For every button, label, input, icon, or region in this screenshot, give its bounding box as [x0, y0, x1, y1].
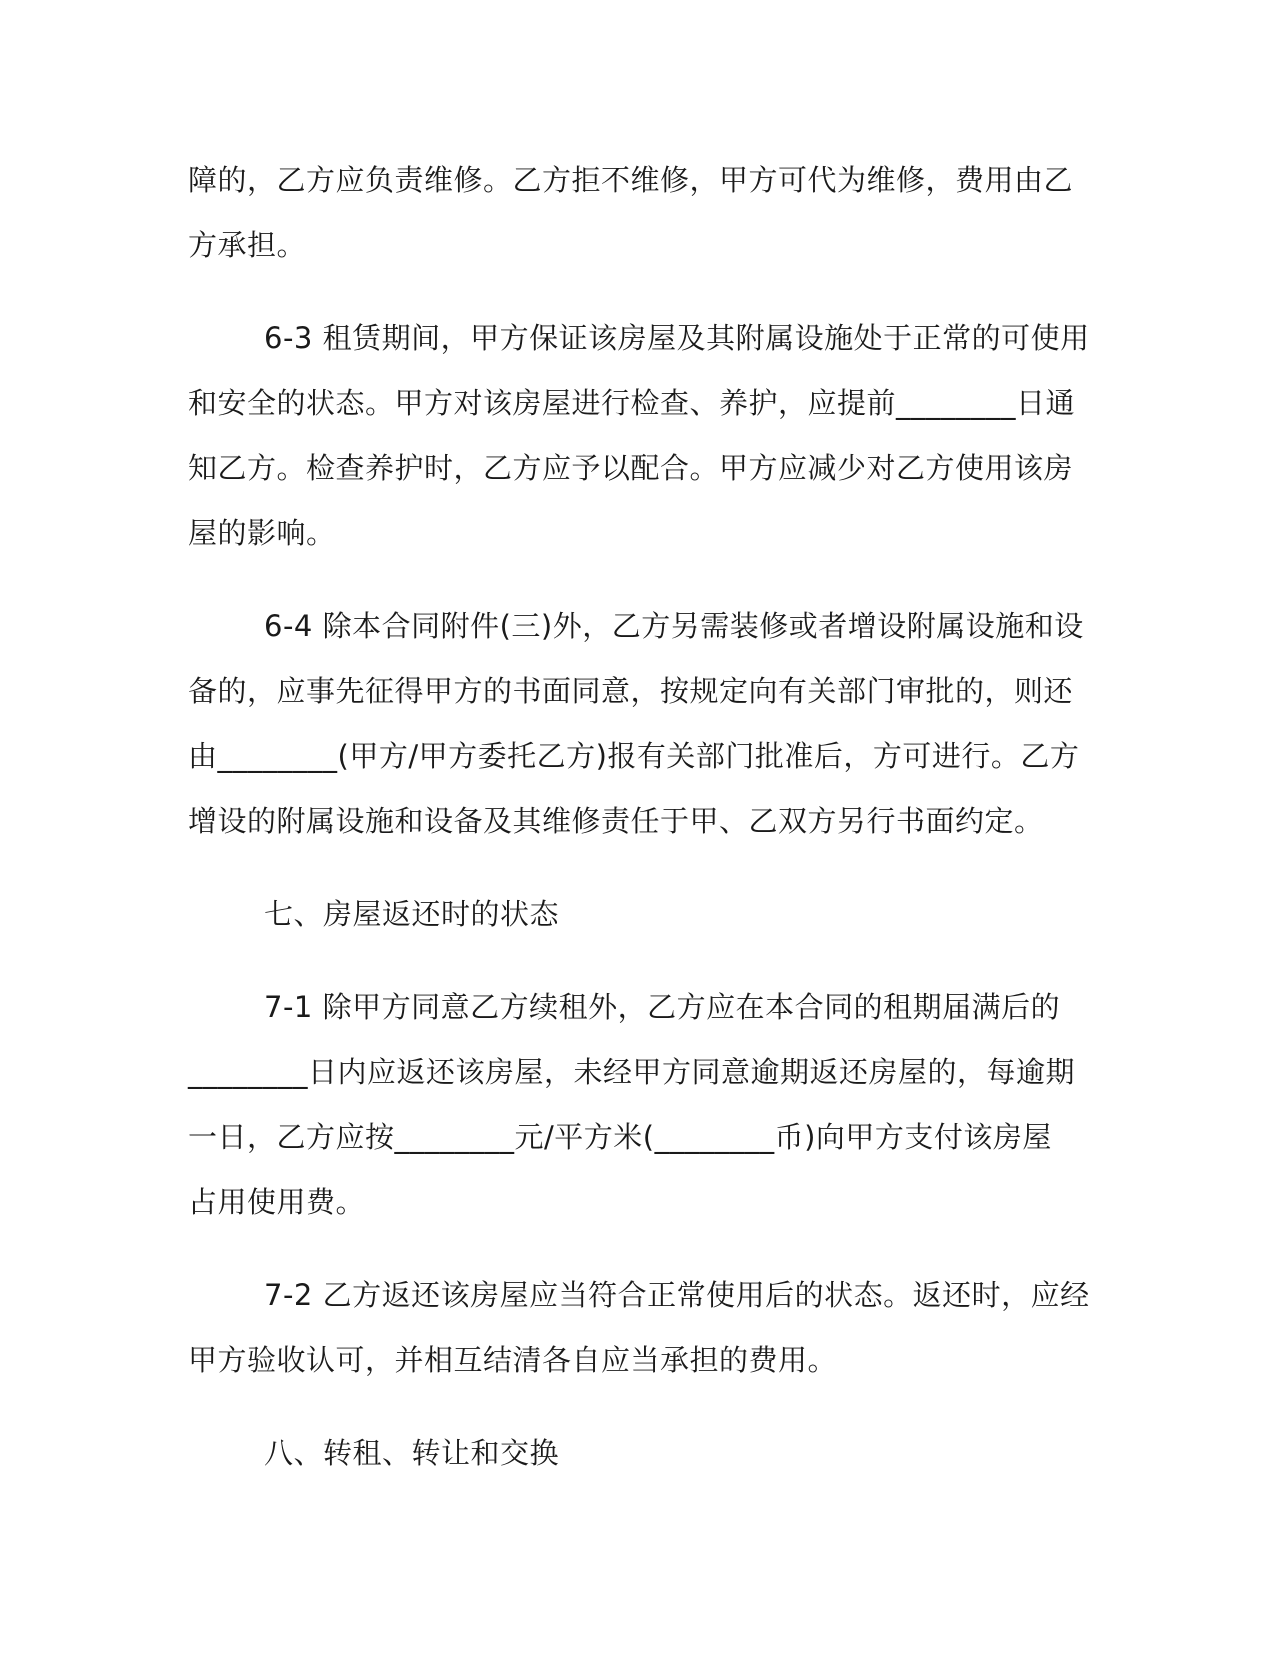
- text-line: ________日内应返还该房屋，未经甲方同意逾期返还房屋的，每逾期: [188, 1055, 1076, 1089]
- text-line: 7-2 乙方返还该房屋应当符合正常使用后的状态。返还时，应经: [264, 1278, 1090, 1312]
- paragraph-6-4: [188, 594, 1088, 854]
- paragraph-6-3: [188, 306, 1088, 566]
- text-line: 增设的附属设施和设备及其维修责任于甲、乙双方另行书面约定。: [188, 804, 1044, 838]
- text-line: 6-4 除本合同附件(三)外，乙方另需装修或者增设附属设施和设: [264, 609, 1084, 643]
- text-line: 占用使用费。: [188, 1185, 366, 1219]
- paragraph-6-2-continued: [188, 148, 1088, 278]
- section-heading-7: 七、房屋返还时的状态: [264, 897, 560, 931]
- text-line: 障的，乙方应负责维修。乙方拒不维修，甲方可代为维修，费用由乙: [188, 163, 1074, 197]
- paragraph-7-1: [188, 975, 1088, 1235]
- text-line: 一日，乙方应按________元/平方米(________币)向甲方支付该房屋: [188, 1120, 1052, 1154]
- text-line: 和安全的状态。甲方对该房屋进行检查、养护，应提前________日通: [188, 386, 1076, 420]
- text-line: 屋的影响。: [188, 516, 336, 550]
- text-line: 7-1 除甲方同意乙方续租外，乙方应在本合同的租期届满后的: [264, 990, 1061, 1024]
- document-body: [188, 148, 1088, 1514]
- text-line: 方承担。: [188, 228, 307, 262]
- text-line: 甲方验收认可，并相互结清各自应当承担的费用。: [188, 1343, 838, 1377]
- paragraph-7-2: [188, 1263, 1088, 1393]
- text-line: 知乙方。检查养护时，乙方应予以配合。甲方应减少对乙方使用该房: [188, 451, 1074, 485]
- section-heading-8: 八、转租、转让和交换: [264, 1436, 560, 1470]
- text-line: 备的，应事先征得甲方的书面同意，按规定向有关部门审批的，则还: [188, 674, 1074, 708]
- text-line: 6-3 租赁期间，甲方保证该房屋及其附属设施处于正常的可使用: [264, 321, 1090, 355]
- text-line: 由________(甲方/甲方委托乙方)报有关部门批准后，方可进行。乙方: [188, 739, 1080, 773]
